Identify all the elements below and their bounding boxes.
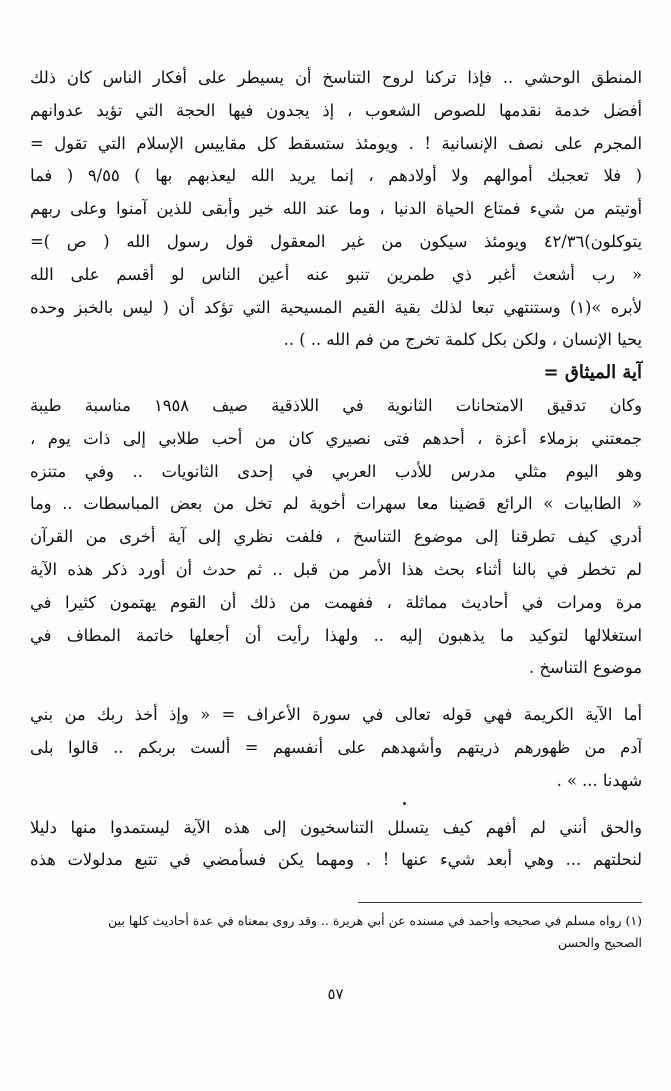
text-line: أوتيتم من شيء فمتاع الحياة الدنيا ، وما عند الله خير وأبقى للذين آمنوا وعلى ربهم (30, 199, 642, 219)
text-line: « الطابيات » الرائع قضينا معا سهرات أخوية لم تخل من بعض المباسطات .. وما (30, 494, 642, 514)
text-line: وهو اليوم مثلي مدرس للأدب العربي في إحدى الثانويات .. وفي متنزه (30, 461, 642, 481)
text-line: آدم من ظهورهم ذريتهم وأشهدهم على أنفسهم = ألست بربكم .. قالوا بلى (30, 737, 642, 757)
text-line: يتوكلون)٤٢/٣٦ ويومئذ سيكون من غير المعقول قول رسول الله ( ص )= (30, 231, 642, 251)
footnote-line: (١) رواه مسلم في صحيحه وأحمد في مسنده عن أبي هريرة .. وقد روى بمعناه في عدة أحاديث كلها بين (108, 913, 642, 928)
paragraph-gap (30, 685, 642, 699)
text-line: وكان تدقيق الامتحانات الثانوية في اللاذقية صيف ١٩٥٨ مناسبة طيبة (30, 395, 642, 415)
text-line: يحيا الإنسان ، ولكن بكل كلمة تخرج من فم الله .. ) .. (283, 330, 642, 350)
section-heading: آية الميثاق = (543, 362, 642, 384)
text-line: لأبره »(١) وستنتهي تبعا لذلك بقية القيم المسيحية التي تؤكد أن ( ليس بالخبز وحده (30, 297, 642, 317)
text-line: ( فلا تعجبك أموالهم ولا أولادهم ، إنما يريد الله ليعذبهم بها ) ٩/٥٥ ( فما (30, 166, 642, 186)
text-line: استغلالها لتوكيد ما يذهبون إليه .. ولهذا رأيت أن أجعلها خاتمة المطاف في (30, 625, 642, 645)
text-line: « رب أشعث أغبر ذي طمرين تنبو عنه أعين الناس لو أقسم على الله (30, 264, 642, 284)
page-number: ٥٧ (327, 985, 344, 1003)
footnote-divider (358, 902, 642, 903)
text-line: المجرم على نصف الإنسانية ! . ويومئذ ستسقط كل مقاييس الإسلام التي تقول = (30, 133, 642, 153)
text-line: مرة ومرات في أحاديث مماثلة ، ففهمت من ذلك أن القوم يهتمون كثيرا في (30, 592, 642, 612)
text-line: جمعتني بزملاء أعزة ، أحدهم فتى نصيري كان من أحب طلابي إلى ذات يوم ، (30, 428, 642, 448)
text-line: لم تخطر في بالنا أثناء بحث هذا الأمر من قبل .. ثم حدث أن أورد ذكر هذه الآية (30, 559, 642, 579)
text-line: أفضل خدمة نقدمها للصوص الشعوب ، إذ يجدون فيها الحجة التي تؤيد عدوانهم (30, 100, 642, 120)
text-line: لنحلتهم ... وهي أبعد شيء عنها ! . ومهما يكن فسأمضي في تتبع مدلولات هذه (30, 850, 642, 870)
text-line: شهدنا ... » . (556, 770, 642, 790)
footnote-line: الصحيح والحسن (557, 935, 642, 950)
print-speck (403, 802, 406, 805)
paragraph-gap (30, 798, 642, 812)
text-line: أما الآية الكريمة فهي قوله تعالى في سورة الأعراف = « وإذ أخذ ربك من بني (30, 705, 642, 725)
text-line: موضوع التناسخ . (528, 658, 642, 678)
text-line: والحق أنني لم أفهم كيف يتسلل التناسخيون إلى هذه الآية ليستمدوا منها دليلا (30, 817, 642, 837)
text-line: أدري كيف تطرقنا إلى موضوع التناسخ ، فلفت نظري إلى آية أخرى من القرآن (30, 527, 642, 547)
footnote (30, 910, 642, 954)
main-text (30, 62, 642, 877)
text-line: المنطق الوحشي .. فإذا تركنا لروح التناسخ أن يسيطر على أفكار الناس كان ذلك (30, 68, 642, 87)
